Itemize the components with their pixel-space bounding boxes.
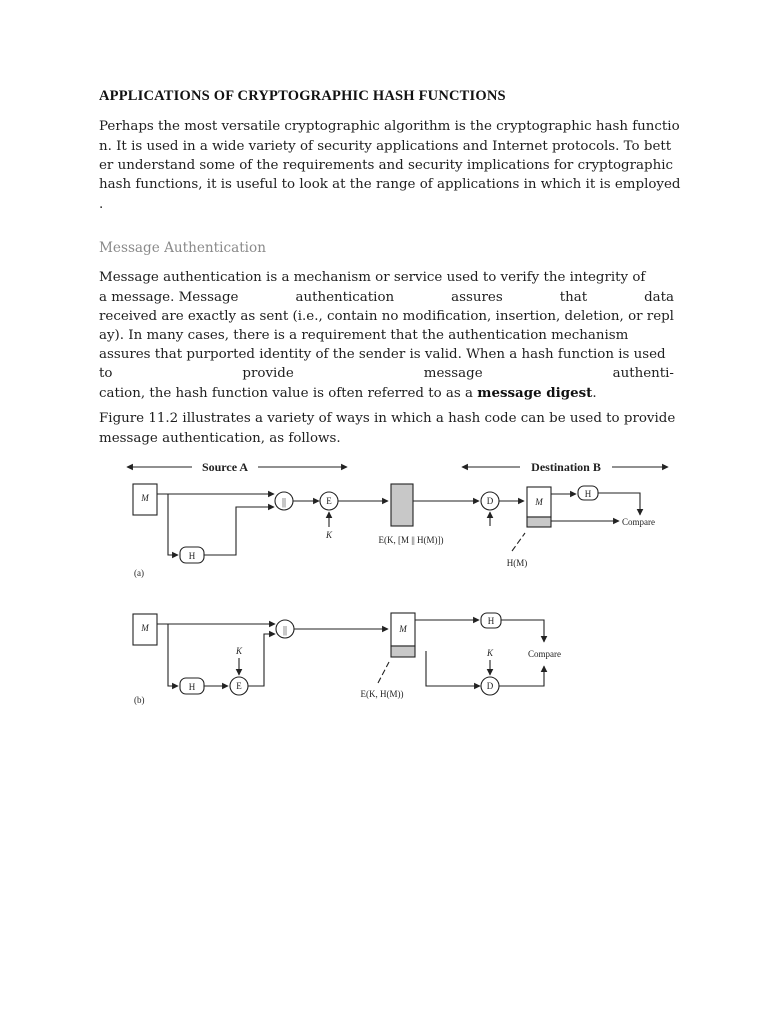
a-decrypt-label: D	[486, 496, 494, 506]
para2-line-2-word: data	[644, 290, 674, 305]
b-hash-label: H	[188, 682, 196, 692]
a-encrypt-label: E	[326, 496, 332, 506]
b-key-label-dest: K	[486, 648, 494, 658]
intro-line-3: er understand some of the requirements and security implications for cryptographic	[99, 158, 673, 173]
para2-line-7-prefix: cation, the hash function value is often referred to as a	[99, 386, 478, 401]
para2-line-2-word: that	[559, 290, 588, 305]
a-dest-hash-segment	[527, 517, 551, 527]
b-panel-label: (b)	[134, 695, 145, 705]
para2-line-4: ay). In many cases, there is a requirement that the authentication mechanism	[99, 328, 629, 343]
b-dest-hash-label: H	[487, 616, 495, 626]
para3-line-2: message authentication, as follows.	[99, 431, 341, 446]
section-title: Message Authentication	[99, 240, 266, 256]
para2-line-2-word: a message. Message	[99, 290, 239, 305]
b-message-label: M	[141, 623, 149, 633]
page-heading: APPLICATIONS OF CRYPTOGRAPHIC HASH FUNCTIONS	[99, 88, 506, 104]
b-key-label: K	[235, 646, 243, 656]
b-encrypt-label: E	[236, 681, 242, 691]
a-ciphertext-block	[391, 484, 413, 526]
a-dest-hash-label: H	[584, 489, 592, 499]
b-dest-message-label: M	[399, 624, 407, 634]
b-decrypt-label: D	[486, 681, 494, 691]
para3-line-1: Figure 11.2 illustrates a variety of ways in which a hash code can be used to provide	[99, 411, 676, 426]
b-ekhm-label: E(K, H(M))	[360, 689, 404, 699]
intro-line-4: hash functions, it is useful to look at the range of applications in which it is employed	[99, 177, 681, 192]
para2-line-6-word: authenti-	[612, 366, 674, 381]
intro-line-2: n. It is used in a wide variety of security applications and Internet protocols. To bett	[99, 139, 672, 154]
a-compare-label: Compare	[622, 517, 655, 527]
a-key-label: K	[325, 530, 333, 540]
a-hm-label: H(M)	[506, 558, 528, 568]
intro-line-1: Perhaps the most versatile cryptographic algorithm is the cryptographic hash functio	[99, 119, 680, 134]
a-channel-label: E(K, [M || H(M)])	[378, 535, 444, 545]
b-dest-encrypted-hash-segment	[391, 646, 415, 657]
b-ekhm-pointer	[378, 662, 389, 683]
intro-line-5: .	[99, 197, 104, 212]
destination-b-label: Destination B	[531, 460, 601, 474]
a-hm-pointer	[512, 533, 525, 551]
source-a-label: Source A	[201, 460, 249, 474]
a-panel-label: (a)	[134, 568, 144, 578]
b-concat-label: ||	[282, 625, 288, 636]
para2-line-2-word: authentication	[295, 290, 395, 305]
a-concat-label: ||	[281, 497, 287, 508]
para2-line-3: received are exactly as sent (i.e., contain no modification, insertion, deletion, or repl	[99, 309, 674, 324]
para2-line-7-suffix: .	[592, 386, 597, 401]
para2-line-1: Message authentication is a mechanism or service used to verify the integrity of	[99, 270, 646, 285]
para2-line-6-word: to	[99, 366, 113, 381]
para2-line-2-word: assures	[451, 290, 503, 305]
a-hash-label: H	[188, 551, 196, 561]
para2-line-6-word: provide	[242, 366, 294, 381]
a-dest-message-label: M	[535, 497, 543, 507]
b-compare-label: Compare	[528, 649, 561, 659]
para2-line-6-word: message	[423, 366, 483, 381]
para2-line-5: assures that purported identity of the sender is valid. When a hash function is used	[99, 347, 666, 362]
message-digest-term: message digest	[477, 385, 593, 401]
a-message-label: M	[141, 493, 149, 503]
